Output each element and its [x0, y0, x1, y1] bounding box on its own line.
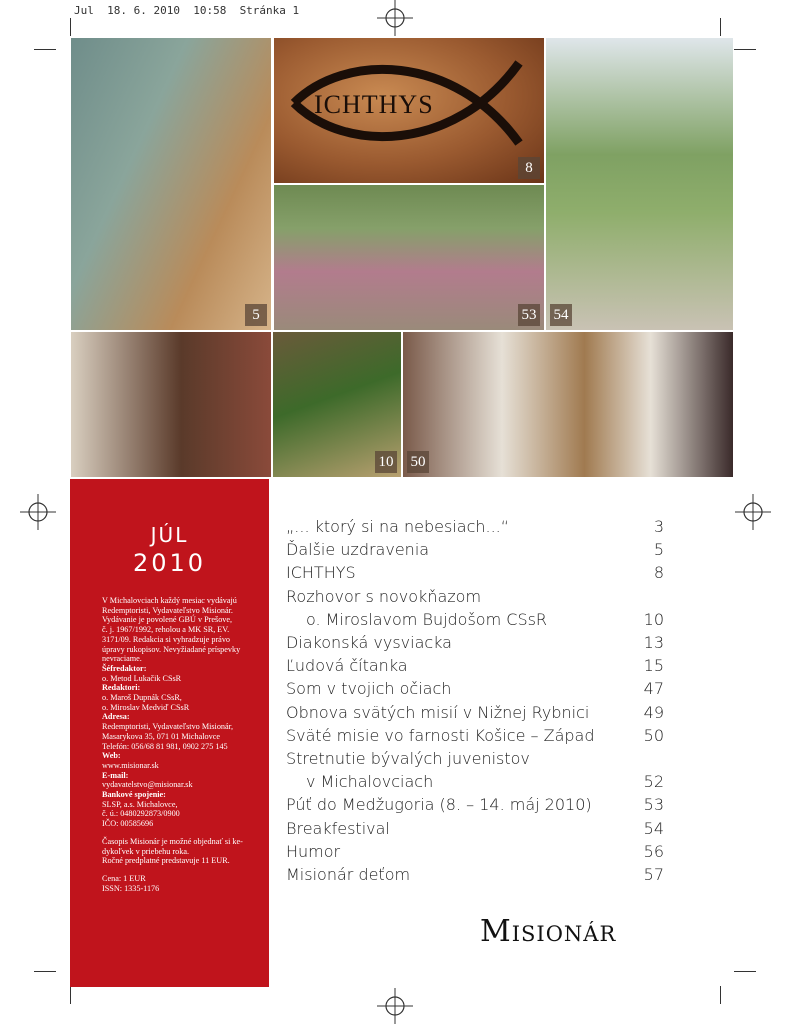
toc-entry-page: 53 [643, 795, 664, 815]
registration-mark-top [377, 0, 413, 36]
imprint-line: úpravy rukopisov. Nevyžiadané príspevky [102, 644, 241, 654]
toc-entry-page: 3 [653, 517, 664, 536]
crop-mark [34, 49, 56, 50]
photo-fill [274, 185, 544, 330]
registration-mark-right [735, 494, 771, 530]
crop-mark [720, 986, 721, 1004]
toc-entry[interactable] [286, 703, 664, 726]
toc-entry-title: Humor [286, 841, 341, 861]
imprint-line [102, 866, 262, 874]
toc-entry-title: Misionár deťom [286, 865, 411, 884]
imprint-line: 3171/09. Redakcia si vyhradzuje právo [102, 634, 231, 644]
photo-ichthys [274, 38, 544, 183]
toc-entry-title: Breakfestival [286, 818, 390, 838]
imprint-heading: Redaktori: [102, 683, 141, 693]
toc-entry[interactable] [286, 726, 664, 749]
toc-entry-title: Ľudová čítanka [286, 656, 408, 676]
toc-entry-page: 52 [643, 772, 664, 792]
toc-entry[interactable] [286, 749, 664, 772]
imprint-heading: Web: [102, 751, 121, 761]
magazine-logo: Misionár [480, 914, 617, 949]
toc-entry[interactable] [286, 610, 664, 633]
imprint-line: o. Metod Lukačik CSsR [102, 673, 182, 683]
imprint-line: ISSN: 1335-1176 [102, 883, 160, 893]
toc-entry-page: 5 [653, 540, 664, 560]
page-badge: 50 [407, 451, 429, 473]
registration-mark-bottom [377, 988, 413, 1024]
photo-boy-window [71, 38, 271, 330]
toc-entry[interactable] [286, 772, 664, 795]
toc-entry-title: o. Miroslavom Bujdošom CSsR [306, 609, 548, 629]
issue-year: 2010 [132, 549, 207, 577]
toc-entry-title: „... ktorý si na nebesiach...“ [286, 517, 510, 536]
page-badge: 53 [518, 304, 540, 326]
toc-entry-title: Stretnutie bývalých juvenistov [286, 749, 530, 768]
imprint-text [102, 596, 262, 893]
sidebar-imprint [70, 479, 269, 987]
toc-entry-page: 13 [643, 633, 664, 652]
photo-skateboard [546, 38, 733, 330]
imprint-line: o. Maroš Dupnák CSsR, [102, 693, 182, 703]
imprint-line: www.misionar.sk [102, 760, 159, 770]
imprint-line: Redemptoristi, Vydavateľstvo Misionár, [102, 722, 234, 732]
toc-entry[interactable] [286, 819, 664, 842]
imprint-heading: E-mail: [102, 770, 129, 780]
issue-month: JÚL [150, 523, 189, 547]
toc-entry-page: 49 [643, 702, 664, 722]
imprint-line: Cena: 1 EUR [102, 873, 146, 883]
toc-entry-page: 57 [643, 865, 664, 884]
toc-entry-page: 56 [643, 841, 664, 861]
toc-entry[interactable] [286, 563, 664, 586]
imprint-line: o. Miroslav Medviď CSsR [102, 702, 190, 712]
imprint-line: SLSP, a.s. Michalovce, [102, 799, 178, 809]
toc-entry[interactable] [286, 540, 664, 563]
toc-entry-page: 8 [653, 563, 664, 583]
photo-fill [71, 332, 271, 477]
toc-entry-title: Sväté misie vo farnosti Košice – Západ [286, 725, 595, 745]
imprint-line: V Michalovciach každý mesiac vydávajú [102, 596, 237, 605]
toc-entry-title: Som v tvojich očiach [286, 679, 452, 699]
toc-entry[interactable] [286, 842, 664, 865]
crop-mark [734, 49, 756, 50]
toc-entry-page: 15 [643, 656, 664, 676]
page-badge: 54 [550, 304, 572, 326]
imprint-line [102, 829, 262, 837]
page-badge: 5 [245, 304, 267, 326]
photo-fill [403, 332, 733, 477]
print-header: Jul 18. 6. 2010 10:58 Stránka 1 [74, 4, 300, 17]
crop-mark [70, 18, 71, 36]
toc-entry[interactable] [286, 865, 664, 888]
imprint-heading: Bankové spojenie: [102, 790, 166, 800]
imprint-line: IČO: 00585696 [102, 819, 154, 829]
page-badge: 8 [518, 157, 540, 179]
registration-mark-left [20, 494, 56, 530]
toc-entry[interactable] [286, 633, 664, 656]
toc-entry-title: Obnova svätých misií v Nižnej Rybnici [286, 702, 590, 722]
toc-entry[interactable] [286, 795, 664, 818]
photo-fill [546, 38, 733, 330]
toc-entry[interactable] [286, 679, 664, 702]
imprint-line: Vydávanie je povolené GBÚ v Prešove, [102, 615, 233, 625]
imprint-line: Telefón: 056/68 81 981, 0902 275 145 [102, 741, 228, 751]
toc-entry-page: 50 [643, 725, 664, 745]
imprint-line: Redemptoristi, Vydavateľstvo Misionár. [102, 605, 233, 615]
toc-entry-title: Diakonská vysviacka [286, 633, 452, 652]
toc-entry-title: Rozhovor s novokňazom [286, 586, 482, 606]
ichthys-logo-text: ICHTHYS [314, 90, 434, 119]
imprint-line: Ročné predplatné predstavuje 11 EUR. [102, 856, 230, 866]
imprint-line: č. j. 1967/1992, reholou a MK SR, EV. [102, 625, 230, 635]
imprint-line: Časopis Misionár je možné objednať si ke- [102, 836, 243, 846]
toc-entry[interactable] [286, 517, 664, 540]
toc-entry-title: Púť do Medžugoria (8. – 14. máj 2010) [286, 795, 592, 815]
photo-group [274, 185, 544, 330]
imprint-heading: Šéfredaktor: [102, 663, 147, 673]
toc-entry-title: Ďalšie uzdravenia [286, 540, 430, 560]
imprint-line: nevraciame. [102, 654, 142, 664]
crop-mark [70, 986, 71, 1004]
imprint-line: č. ú.: 0480292873/0900 [102, 809, 180, 819]
photo-priest-microphone [71, 332, 271, 477]
toc-entry[interactable] [286, 587, 664, 610]
page-badge: 10 [375, 451, 397, 473]
crop-mark [734, 971, 756, 972]
photo-procession [403, 332, 733, 477]
crop-mark [720, 18, 721, 36]
toc-entry-title: v Michalovciach [306, 772, 434, 792]
imprint-heading: Adresa: [102, 712, 130, 722]
crop-mark [34, 971, 56, 972]
imprint-line: vydavatelstvo@misionar.sk [102, 780, 193, 790]
photo-bishop [273, 332, 401, 477]
toc-entry-page: 47 [643, 679, 664, 699]
imprint-line: dykoľvek v priebehu roka. [102, 846, 189, 856]
imprint-line: Masarykova 35, 071 01 Michalovce [102, 731, 221, 741]
photo-fill [71, 38, 271, 330]
toc-entry-page: 54 [643, 818, 664, 838]
toc-entry[interactable] [286, 656, 664, 679]
toc-entry-page: 10 [643, 609, 664, 629]
toc-entry-title: ICHTHYS [286, 563, 356, 583]
